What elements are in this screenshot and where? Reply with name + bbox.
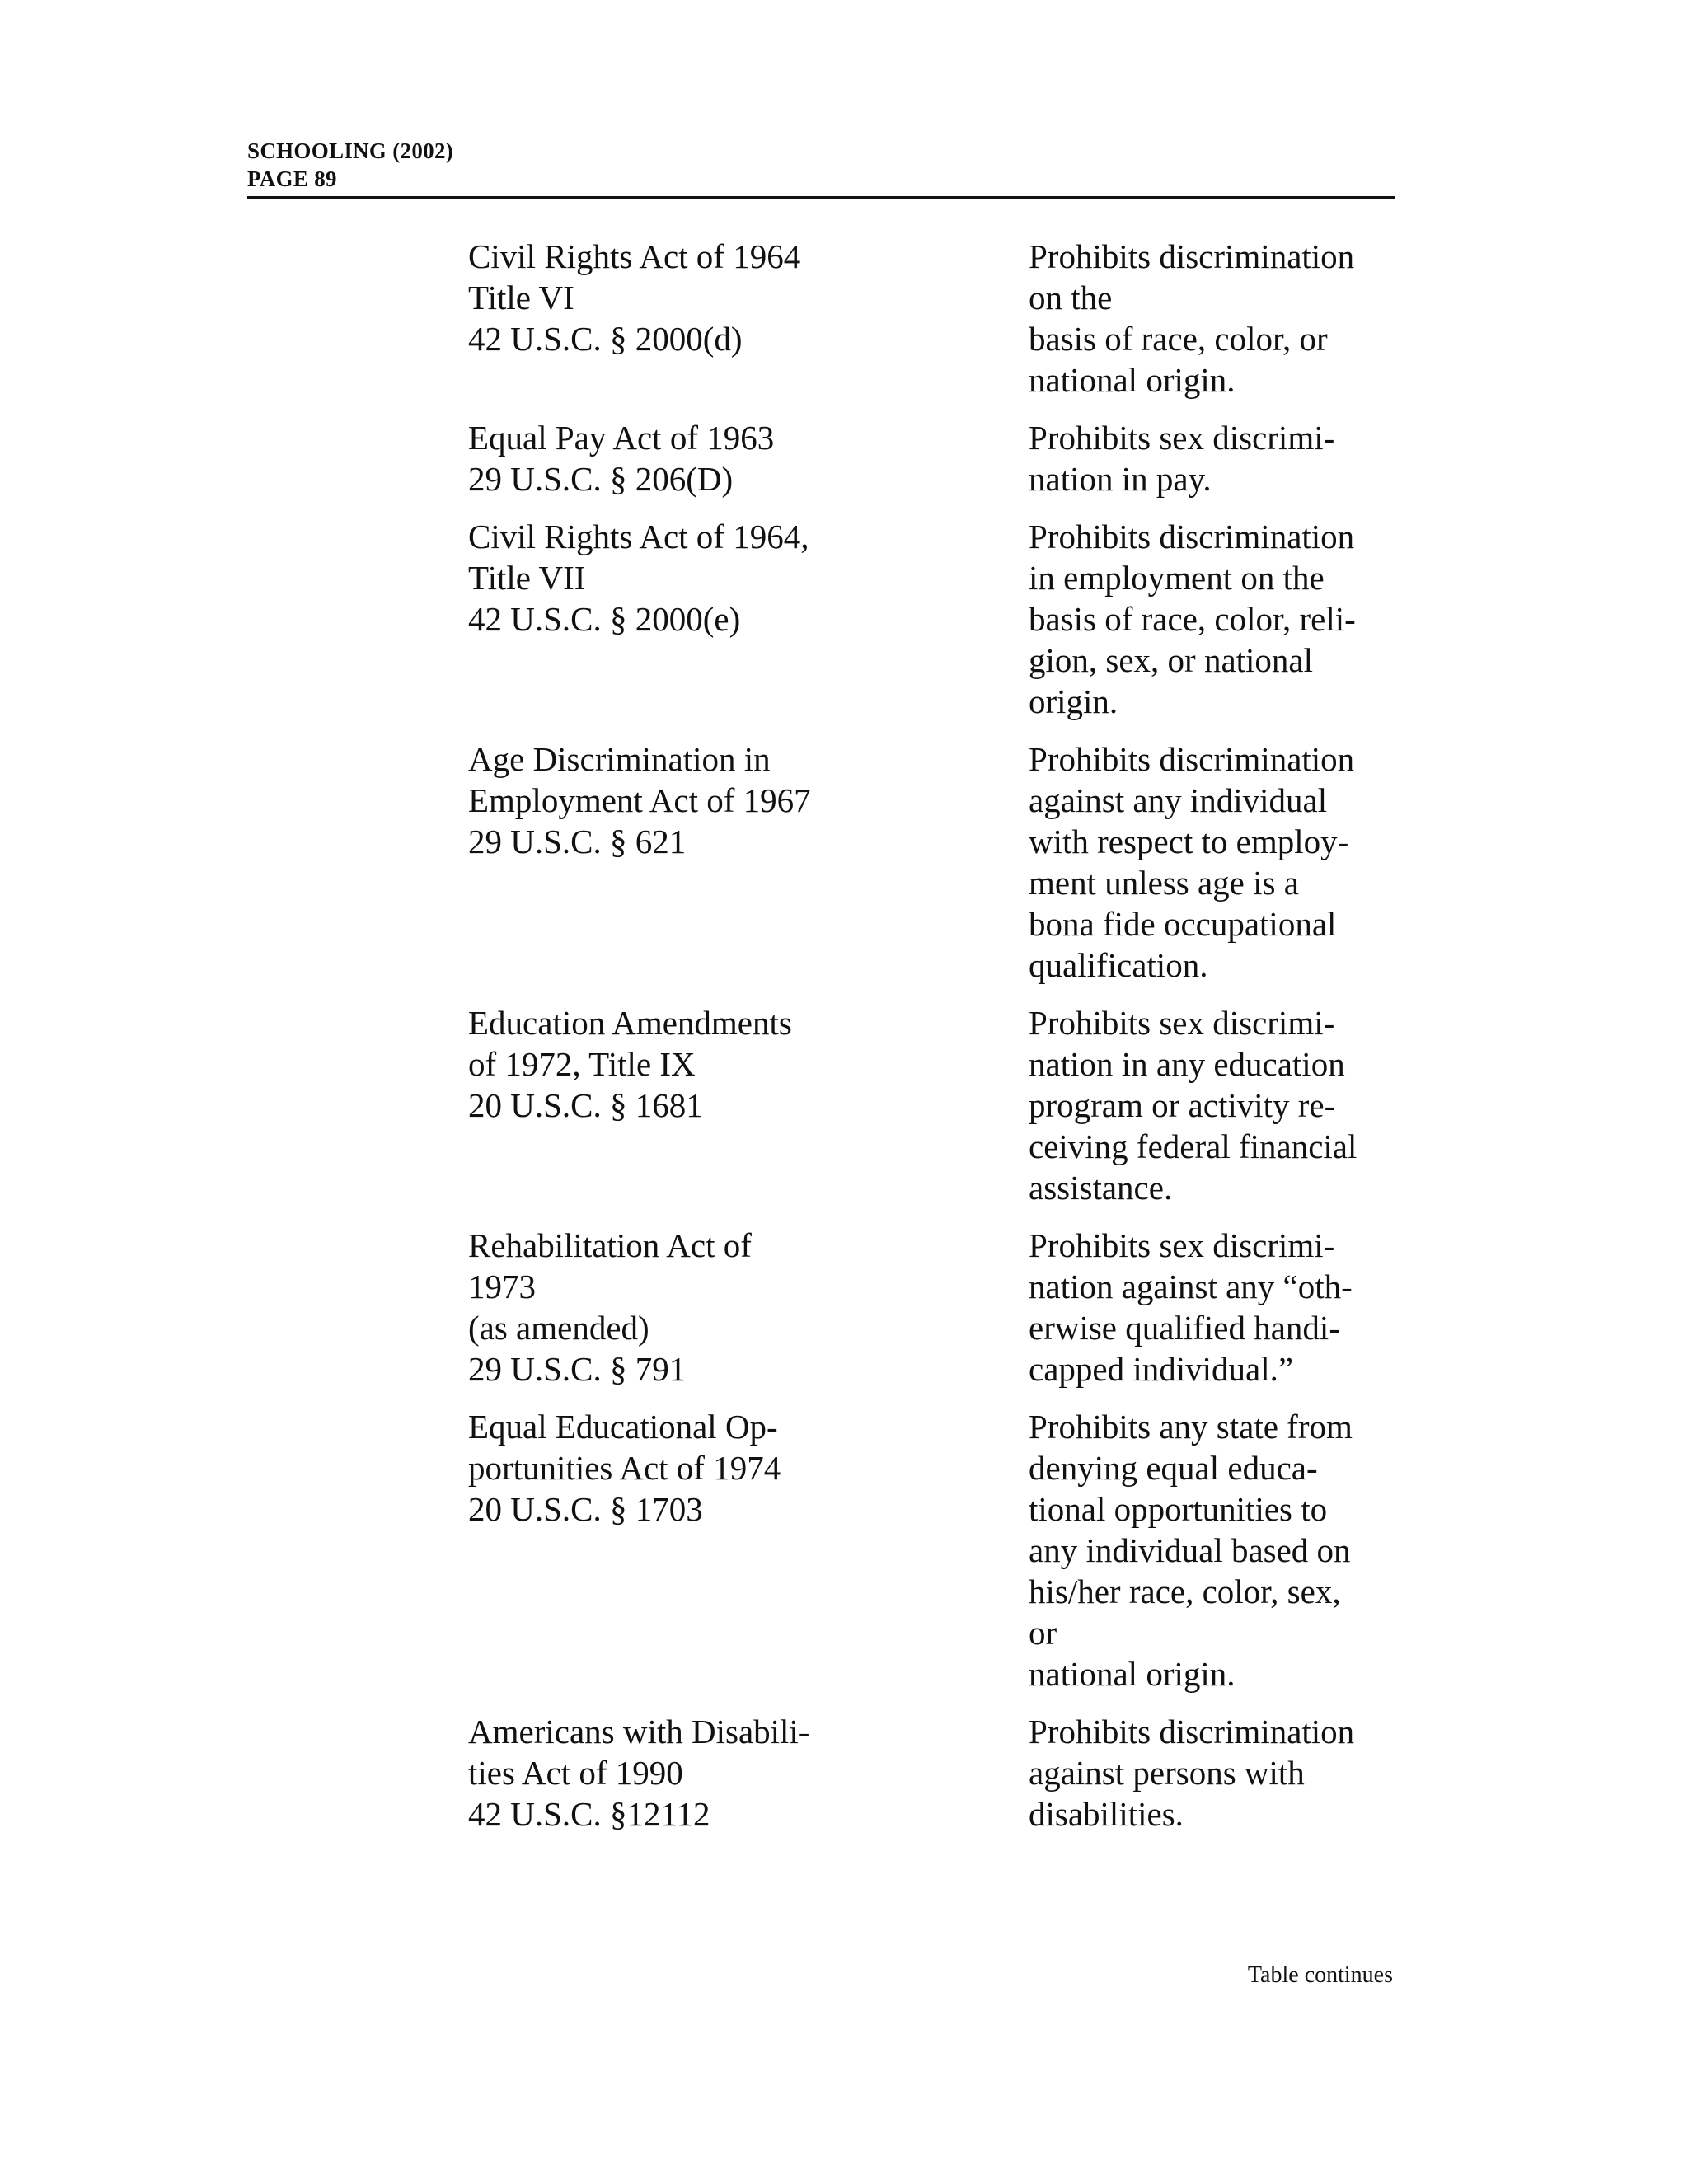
description-line: basis of race, color, or [1029,320,1328,358]
law-line: Americans with Disabili- [468,1713,810,1750]
table-row [468,417,1396,499]
description-line: Prohibits sex discrimi- [1029,419,1335,457]
law-cell [468,417,1029,499]
description-line: his/her race, color, sex, [1029,1572,1341,1610]
description-line: tional opportunities to [1029,1490,1328,1528]
law-line: Title VII [468,559,586,597]
description-line: Prohibits any state from [1029,1408,1353,1446]
law-line: Equal Educational Op- [468,1408,778,1446]
header-rule [247,196,1395,199]
description-line: erwise qualified handi- [1029,1309,1340,1347]
description-line: Prohibits discrimination [1029,237,1355,275]
description-line: assistance. [1029,1169,1173,1207]
description-line: in employment on the [1029,559,1325,597]
law-line: 29 U.S.C. § 621 [468,823,687,860]
law-line: Civil Rights Act of 1964, [468,518,809,555]
description-line: national origin. [1029,1655,1236,1693]
description-cell [1029,516,1396,722]
table-row [468,1711,1396,1835]
table-row [468,516,1396,722]
description-line: gion, sex, or national [1029,641,1314,679]
law-cell [468,1711,1029,1835]
law-cell [468,236,1029,401]
description-line: Prohibits sex discrimi- [1029,1004,1335,1042]
description-line: disabilities. [1029,1795,1184,1833]
header-title: SCHOOLING (2002) [247,138,454,163]
law-cell [468,516,1029,722]
description-line: ceiving federal financial [1029,1127,1357,1165]
law-line: 42 U.S.C. §12112 [468,1795,710,1833]
law-cell [468,1225,1029,1390]
law-line: of 1972, Title IX [468,1045,696,1083]
law-line: Title VI [468,279,574,316]
description-line: national origin. [1029,361,1236,399]
running-header [247,137,1395,193]
law-line: Rehabilitation Act of [468,1226,752,1264]
description-line: against any individual [1029,781,1328,819]
law-line: (as amended) [468,1309,649,1347]
description-line: qualification. [1029,946,1208,984]
law-line: 42 U.S.C. § 2000(d) [468,320,743,358]
description-line: origin. [1029,682,1118,720]
law-line: Civil Rights Act of 1964 [468,237,801,275]
table-row [468,1002,1396,1208]
law-line: 42 U.S.C. § 2000(e) [468,600,741,638]
description-cell [1029,1225,1396,1390]
law-line: 29 U.S.C. § 206(D) [468,460,734,498]
description-line: Prohibits discrimination [1029,740,1355,778]
description-line: program or activity re- [1029,1086,1336,1124]
description-line: or [1029,1614,1057,1652]
description-line: on the [1029,279,1113,316]
description-line: Prohibits discrimination [1029,1713,1355,1750]
law-line: Employment Act of 1967 [468,781,811,819]
description-cell [1029,417,1396,499]
description-line: denying equal educa- [1029,1449,1318,1487]
description-line: ment unless age is a [1029,864,1299,902]
description-line: with respect to employ- [1029,823,1349,860]
description-cell [1029,1406,1396,1694]
law-line: 20 U.S.C. § 1703 [468,1490,703,1528]
description-line: Prohibits sex discrimi- [1029,1226,1335,1264]
table-row [468,1225,1396,1390]
law-line: 1973 [468,1268,536,1305]
table-row [468,738,1396,986]
table-row [468,236,1396,401]
table-continues-note: Table continues [1247,1962,1393,1988]
description-line: basis of race, color, reli- [1029,600,1356,638]
law-cell [468,738,1029,986]
description-line: against persons with [1029,1754,1305,1792]
description-line: nation against any “oth- [1029,1268,1353,1305]
description-line: Prohibits discrimination [1029,518,1355,555]
description-line: any individual based on [1029,1531,1351,1569]
description-line: bona fide occupational [1029,905,1337,943]
law-line: ties Act of 1990 [468,1754,683,1792]
table-row [468,1406,1396,1694]
description-line: capped individual.” [1029,1350,1294,1388]
law-line: Age Discrimination in [468,740,771,778]
law-cell [468,1406,1029,1694]
law-cell [468,1002,1029,1208]
law-table [468,236,1396,1851]
law-line: Equal Pay Act of 1963 [468,419,775,457]
description-line: nation in any education [1029,1045,1345,1083]
description-line: nation in pay. [1029,460,1212,498]
law-line: Education Amendments [468,1004,792,1042]
law-line: 29 U.S.C. § 791 [468,1350,687,1388]
law-line: 20 U.S.C. § 1681 [468,1086,703,1124]
description-cell [1029,1711,1396,1835]
law-line: portunities Act of 1974 [468,1449,781,1487]
description-cell [1029,738,1396,986]
description-cell [1029,236,1396,401]
description-cell [1029,1002,1396,1208]
header-page-number: PAGE 89 [247,166,337,191]
